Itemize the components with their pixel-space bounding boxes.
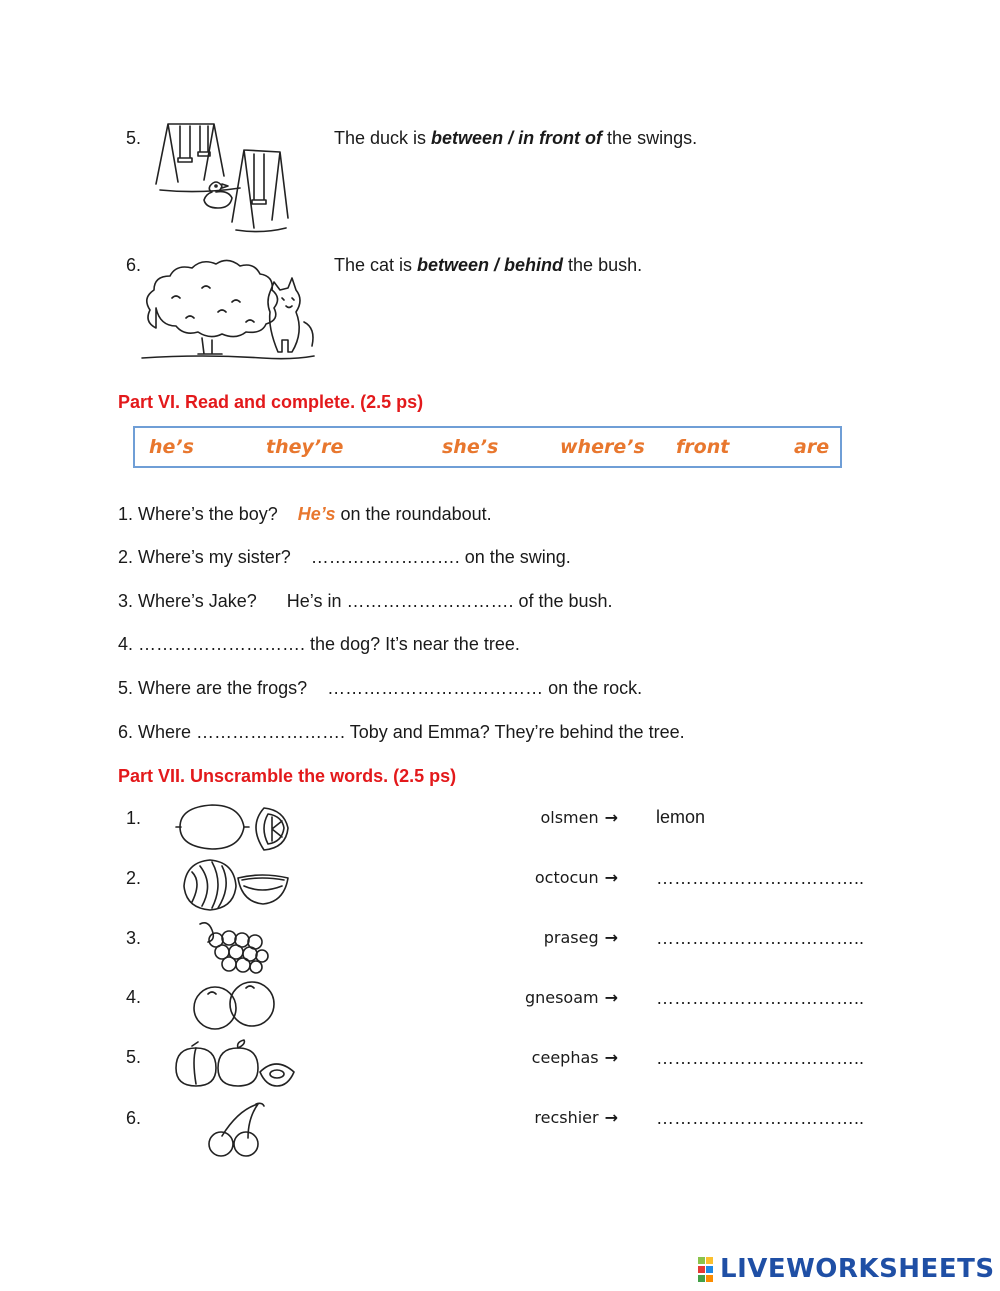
answer-field[interactable]: …………………………….. [656, 1108, 865, 1128]
scrambled-word [418, 1048, 618, 1067]
scrambled-text: recshier [534, 1108, 599, 1127]
question-text: Where’s the boy? [138, 504, 278, 524]
grapes-illustration [196, 918, 272, 974]
arrow-icon: → [604, 1048, 618, 1067]
question-text[interactable]: Where’s my sister? ……………………. on the swing. [138, 547, 571, 567]
cherries-illustration [204, 1100, 268, 1160]
choice-options[interactable]: between / behind [417, 255, 564, 275]
item-number: 6. [126, 1108, 142, 1128]
peaches-illustration [172, 1040, 296, 1090]
liveworksheets-logo-icon [698, 1257, 722, 1283]
oranges-illustration [190, 980, 280, 1032]
question-row [118, 678, 642, 699]
choice-options[interactable]: between / in front of [431, 128, 603, 148]
question-number: 4. [118, 634, 134, 654]
question-text: on the roundabout. [335, 504, 492, 524]
sentence-item-5 [334, 128, 697, 149]
sentence-text: The duck is [334, 128, 432, 148]
word-bank-word: front [676, 436, 730, 458]
bush-cat-illustration [142, 258, 316, 368]
question-text[interactable]: Where’s Jake? He’s in ………………………. of the bush. [138, 591, 613, 611]
answer-text[interactable]: He’s [297, 504, 336, 524]
lemon-illustration [176, 800, 292, 854]
coconut-illustration [180, 858, 292, 912]
answer-field[interactable]: lemon [656, 807, 706, 827]
sentence-text: the swings. [602, 128, 698, 148]
question-number: 1. [118, 504, 134, 524]
scrambled-word [418, 1108, 618, 1127]
question-row [118, 591, 613, 612]
part-vi-title: Part VI. Read and complete. (2.5 ps) [118, 392, 424, 412]
item-number: 6. [126, 255, 142, 275]
sentence-item-6 [334, 255, 642, 276]
scrambled-word [418, 928, 618, 947]
question-number: 2. [118, 547, 134, 567]
scrambled-text: octocun [534, 868, 599, 887]
question-number: 3. [118, 591, 134, 611]
part-vii-title: Part VII. Unscramble the words. (2.5 ps) [118, 766, 457, 786]
word-bank-word: where’s [560, 436, 645, 458]
scrambled-word [418, 988, 618, 1007]
scrambled-text: gnesoam [524, 988, 599, 1007]
sentence-text: the bush. [563, 255, 643, 275]
question-row [118, 722, 685, 743]
arrow-icon: → [604, 808, 618, 827]
question-row [118, 547, 571, 568]
scrambled-text: olsmen [540, 808, 599, 827]
swings-duck-illustration [150, 118, 290, 240]
question-text[interactable]: Where are the frogs? ……………………………… on the rock. [138, 678, 643, 698]
logo-text: LIVEWORKSHEETS [720, 1254, 995, 1284]
answer-field[interactable]: …………………………….. [656, 868, 865, 888]
scrambled-text: praseg [543, 928, 599, 947]
answer-field[interactable]: …………………………….. [656, 988, 865, 1008]
arrow-icon: → [604, 868, 618, 887]
item-number: 5. [126, 128, 142, 148]
item-number: 1. [126, 808, 142, 828]
question-text[interactable]: ………………………. the dog? It’s near the tree. [138, 634, 520, 654]
word-bank-word: are [794, 436, 830, 458]
sentence-text: The cat is [334, 255, 418, 275]
question-number: 6. [118, 722, 134, 742]
answer-field[interactable]: …………………………….. [656, 1048, 865, 1068]
question-row [118, 634, 520, 655]
scrambled-text: ceephas [531, 1048, 599, 1067]
word-bank-word: he’s [149, 436, 194, 458]
item-number: 5. [126, 1047, 142, 1067]
liveworksheets-logo[interactable] [698, 1255, 994, 1285]
item-number: 3. [126, 928, 142, 948]
item-number: 2. [126, 868, 142, 888]
answer-field[interactable]: …………………………….. [656, 928, 865, 948]
word-bank-word: she’s [442, 436, 499, 458]
word-bank-word: they’re [266, 436, 344, 458]
question-text[interactable]: Where ……………………. Toby and Emma? They’re behind the tree. [138, 722, 685, 742]
item-number: 4. [126, 987, 142, 1007]
arrow-icon: → [604, 1108, 618, 1127]
question-number: 5. [118, 678, 134, 698]
arrow-icon: → [604, 928, 618, 947]
scrambled-word [418, 808, 618, 827]
word-bank-box [133, 426, 842, 468]
arrow-icon: → [604, 988, 618, 1007]
question-row [118, 504, 492, 525]
scrambled-word [418, 868, 618, 887]
